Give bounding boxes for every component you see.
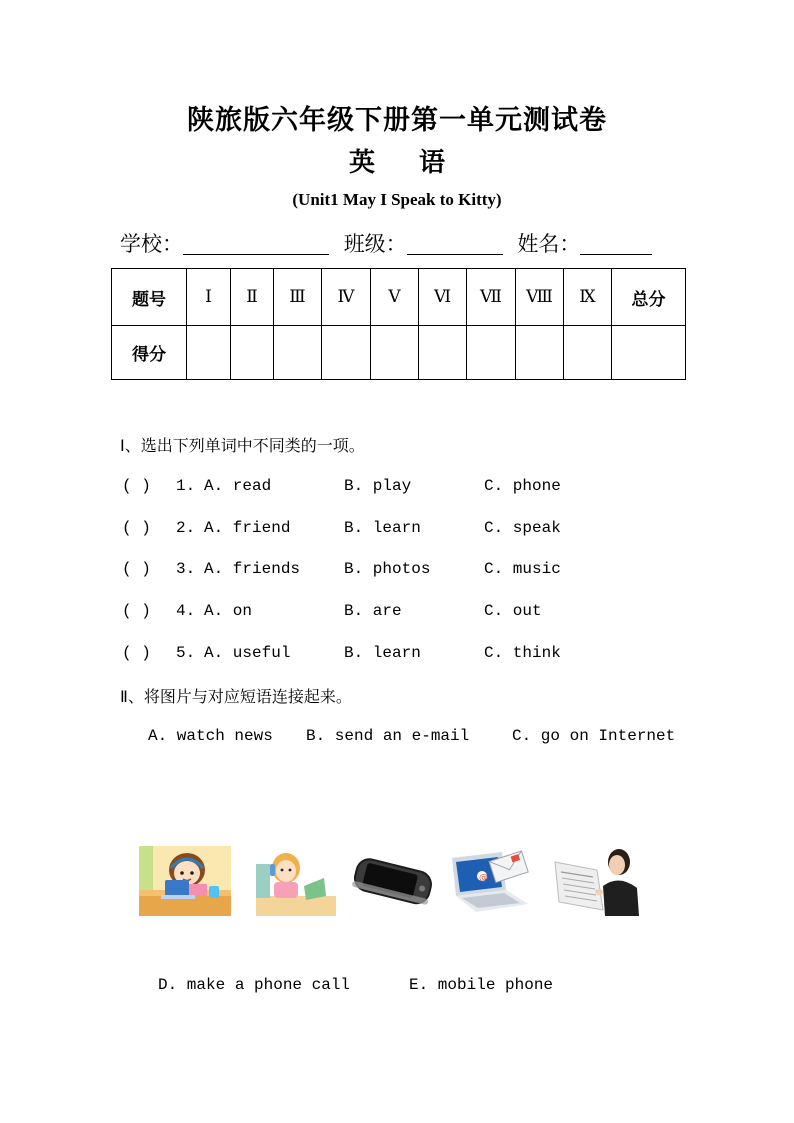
score-cell[interactable] (516, 326, 564, 380)
woman-reading-newspaper-image (553, 846, 643, 916)
option-b: B. learn (344, 644, 421, 662)
laptop-email-image (448, 846, 534, 916)
phrase-option-e: E. mobile phone (409, 976, 554, 994)
question-row (120, 519, 680, 539)
name-blank[interactable] (580, 232, 652, 255)
score-label: 得分 (112, 326, 187, 380)
option-c: C. music (484, 560, 561, 578)
question-number: 4. (176, 602, 196, 620)
girl-at-computer-image (139, 846, 231, 916)
option-c: C. phone (484, 477, 561, 495)
answer-bracket[interactable]: ( ) (122, 560, 151, 578)
subject-char-1: 英 (348, 148, 375, 178)
option-a: A. friends (204, 560, 301, 578)
question-number: 3. (176, 560, 196, 578)
col-2: Ⅱ (231, 269, 274, 326)
col-7: Ⅶ (467, 269, 516, 326)
phrase-option-d: D. make a phone call (158, 976, 351, 994)
option-c: C. think (484, 644, 561, 662)
col-3: Ⅲ (274, 269, 322, 326)
school-label: 学校： (120, 232, 183, 256)
score-cell[interactable] (467, 326, 516, 380)
mobile-phone-image (346, 846, 438, 916)
class-label: 班级： (343, 232, 407, 256)
school-blank[interactable] (183, 232, 329, 255)
option-a: A. read (204, 477, 272, 495)
score-table-header-row (112, 269, 686, 326)
phrase-option-c: C. go on Internet (512, 727, 676, 745)
unit-subtitle: (Unit1 May I Speak to Kitty) (292, 190, 502, 209)
svg-text:@: @ (479, 873, 488, 883)
question-number: 5. (176, 644, 196, 662)
score-table-score-row (112, 326, 686, 380)
score-cell[interactable] (231, 326, 274, 380)
score-cell[interactable] (322, 326, 371, 380)
score-cell[interactable] (564, 326, 612, 380)
score-cell[interactable] (612, 326, 686, 380)
answer-bracket[interactable]: ( ) (122, 602, 151, 620)
col-5: Ⅴ (371, 269, 419, 326)
score-cell[interactable] (371, 326, 419, 380)
girl-phone-call-image (246, 846, 336, 916)
class-blank[interactable] (407, 232, 503, 255)
question-number-label: 题号 (112, 269, 187, 326)
option-b: B. learn (344, 519, 421, 537)
student-info-line (120, 228, 652, 258)
question-row (120, 560, 680, 580)
section2-heading: Ⅱ、将图片与对应短语连接起来。 (120, 687, 352, 706)
subject-title (0, 142, 794, 179)
score-cell[interactable] (274, 326, 322, 380)
option-a: A. friend (204, 519, 291, 537)
name-label: 姓名： (517, 232, 581, 256)
option-c: C. speak (484, 519, 561, 537)
answer-bracket[interactable]: ( ) (122, 519, 151, 537)
answer-bracket[interactable]: ( ) (122, 477, 151, 495)
answer-bracket[interactable]: ( ) (122, 644, 151, 662)
score-cell[interactable] (419, 326, 467, 380)
question-row (120, 477, 680, 497)
question-row (120, 602, 680, 622)
subject-char-2: 语 (419, 148, 446, 178)
col-9: Ⅸ (564, 269, 612, 326)
question-row (120, 644, 680, 664)
score-table (111, 268, 686, 380)
option-b: B. photos (344, 560, 431, 578)
score-cell[interactable] (187, 326, 231, 380)
option-c: C. out (484, 602, 542, 620)
option-b: B. play (344, 477, 412, 495)
option-b: B. are (344, 602, 402, 620)
section1-heading: Ⅰ、选出下列单词中不同类的一项。 (120, 436, 365, 455)
total-label: 总分 (612, 269, 686, 326)
option-a: A. useful (204, 644, 291, 662)
question-number: 2. (176, 519, 196, 537)
question-number: 1. (176, 477, 196, 495)
page-title: 陕旅版六年级下册第一单元测试卷 (187, 105, 607, 136)
col-1: Ⅰ (187, 269, 231, 326)
option-a: A. on (204, 602, 253, 620)
col-8: Ⅷ (516, 269, 564, 326)
col-4: Ⅳ (322, 269, 371, 326)
phrase-option-a: A. watch news (148, 727, 273, 745)
phrase-option-b: B. send an e-mail (306, 727, 470, 745)
col-6: Ⅵ (419, 269, 467, 326)
